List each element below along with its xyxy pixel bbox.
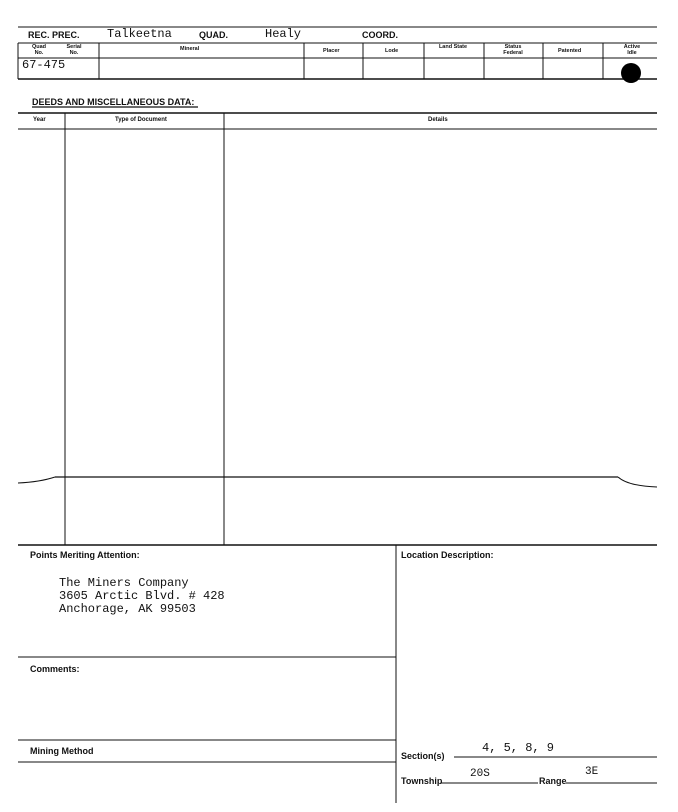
year-header: Year — [33, 117, 46, 123]
points-address-line-1: The Miners Company — [59, 576, 189, 590]
placer-header: Placer — [323, 48, 340, 54]
rec-prec-value: Talkeetna — [107, 27, 172, 41]
points-label: Points Meriting Attention: — [30, 550, 140, 560]
patented-header: Patented — [558, 48, 582, 54]
mineral-header: Mineral — [180, 46, 200, 52]
sections-label: Section(s) — [401, 751, 445, 761]
points-address-line-3: Anchorage, AK 99503 — [59, 602, 196, 616]
deeds-title: DEEDS AND MISCELLANEOUS DATA: — [32, 97, 195, 107]
lode-header: Lode — [385, 48, 399, 54]
comments-label: Comments: — [30, 664, 80, 674]
coord-label: COORD. — [362, 30, 398, 40]
land-state-header: Land State — [438, 44, 468, 50]
sections-value: 4, 5, 8, 9 — [482, 741, 555, 755]
quad-no-header: Quad No. — [31, 44, 47, 56]
status-federal-header: Status Federal — [503, 44, 523, 56]
details-header: Details — [428, 117, 448, 123]
rec-prec-label: REC. PREC. — [28, 30, 80, 40]
quad-value: Healy — [265, 27, 302, 41]
location-description-label: Location Description: — [401, 550, 494, 560]
points-address-line-2: 3605 Arctic Blvd. # 428 — [59, 589, 225, 603]
range-value: 3E — [585, 766, 599, 778]
type-of-document-header: Type of Document — [115, 117, 167, 123]
quad-serial-value: 67-475 — [22, 58, 66, 72]
range-label: Range — [539, 776, 567, 786]
township-value: 20S — [470, 768, 490, 780]
quad-label: QUAD. — [199, 30, 228, 40]
active-idle-header: Active Idle — [623, 44, 641, 56]
township-label: Township — [401, 776, 443, 786]
serial-no-header: Serial No. — [66, 44, 82, 56]
active-marker — [621, 63, 641, 83]
mining-method-label: Mining Method — [30, 746, 94, 756]
